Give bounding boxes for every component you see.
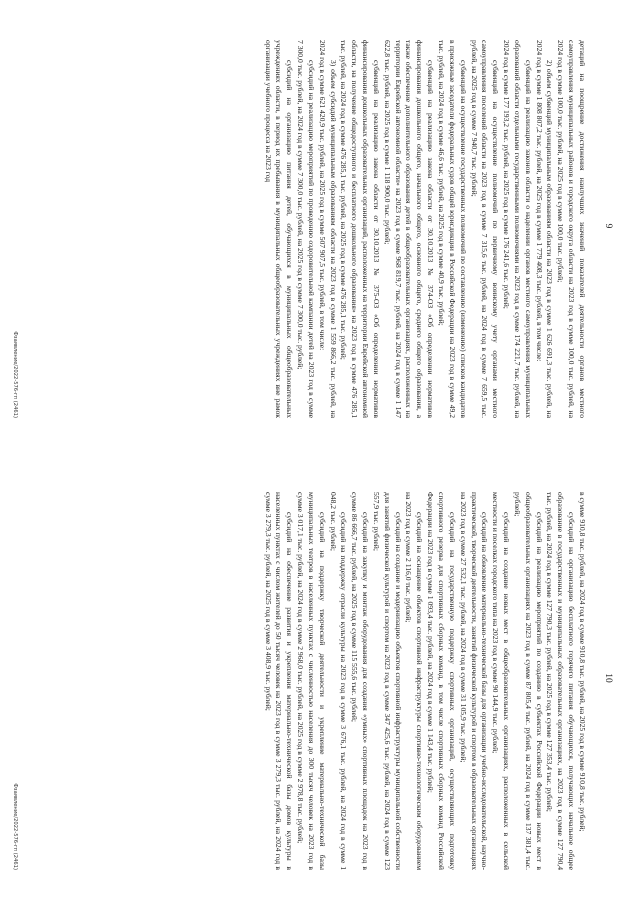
page-number: 9	[603, 223, 613, 229]
paragraph: субсидий на создание новых мест в общеобразовательных организациях, расположенных в сельской местности и поселках городского типа на 2023 год в сумме 90 144,9 тыс. рублей;	[491, 492, 512, 870]
page-right	[0, 452, 639, 904]
paragraph: субвенций на реализацию законов области о наделении органов местного самоуправления муниципальных образований области отдельными государственными полномочиями на 2023 год в сумме 174 221,7 тыс. рублей, на 2024 год в сумме 177 193,2 тыс. рублей, на 2025 год в сумме 176 241,6 тыс. рублей;	[502, 40, 533, 418]
paragraph: субвенций на реализацию закона области от 30.10.2013 № 374-ОЗ «Об определении нормативов финансирования дошкольного общего, начального общего, основного общего, среднего общего образования, а также обеспечение дополнительного образования детей в общеобразовательных организациях, расположенных на территории Еврейской автономной области» на 2023 год в сумме 968 819,7 тыс. рублей, на 2024 год в сумме 1 147 622,8 тыс. рублей, на 2025 год в сумме 1 118 900,0 тыс. рублей;	[382, 40, 436, 418]
paragraph: субсидий на организацию бесплатного горячего питания обучающихся, получающих начальное общее образование в государственных и муниципальных образовательных организациях, на 2023 год в сумме 127 790,4 тыс. рублей, на 2024 год в сумме 127 790,3 тыс. рублей, на 2025 год в сумме 127 353,4 тыс. рублей;	[545, 492, 577, 870]
page-text	[262, 40, 587, 418]
paragraph: субсидий на реализацию мероприятий по проведению оздоровительной кампании детей на 2023 год в сумме 7 300,0 тыс. рублей, на 2024 год в сумме 7 300,0 тыс. рублей, на 2025 год в сумме 7 300,0 тыс. рублей;	[296, 40, 316, 418]
paragraph: субсидий на поддержку творческой деятельности и укрепление материально-технической базы муниципальных театров в населенных пунктах с численностью населения до 300 тысяч человек на 2023 год в сумме 3 017,1 тыс. рублей, на 2024 год в сумме 2 968,0 тыс. рублей, на 2025 год в сумме 2 978,8 тыс. рублей;	[296, 492, 327, 870]
page-text	[262, 492, 587, 870]
paragraph: субсидий на реализацию мероприятий по созданию в субъектах Российской Федерации новых мест в общеобразовательных организациях на 2023 год в сумме 87 805,4 тыс. рублей, на 2024 год в сумме 137 381,4 тыс. рублей;	[512, 492, 544, 870]
paragraph: субвенций на осуществление полномочий по первичному воинскому учету органами местного самоуправления поселений области на 2023 год в сумме 7 315,6 тыс. рублей, на 2024 год в сумме 7 659,5 тыс. рублей, на 2025 год в сумме 7 940,7 тыс. рублей;	[469, 40, 501, 418]
paragraph: субсидий на обеспечение развития и укрепления материально-технической базы домов культуры в населенных пунктах с числом жителей до 50 тысяч человек на 2023 год в сумме 3 279,3 тыс. рублей, на 2024 год в сумме 3 279,3 тыс. рублей, на 2025 год в сумме 3 408,9 тыс. рублей;	[263, 492, 295, 870]
page-footer: Фзаявление/2022-576-гп (2461)	[12, 331, 18, 418]
paragraph: субсидий на организацию питания детей, обучающихся в муниципальных общеобразовательных учреждениях области, в период их пребывания в муниципальных общеобразовательных учреждениях вне рамок организации учебного процесса на 2023 год	[263, 40, 295, 418]
paragraph: субвенций на реализацию закона области от 30.10.2013 № 375-ОЗ «Об определении нормативов финансирования дошкольных образовательных организаций, расположенных на территории Еврейской автономной области, на получение общедоступного и бесплатного дошкольного образования» на 2023 год в сумме 476 285,1 тыс. рублей, на 2024 год в сумме 476 285,1 тыс. рублей, на 2025 год в сумме 476 285,1 тыс. рублей;	[339, 40, 381, 418]
paragraph: субсидий на государственную поддержку спортивных организаций, осуществляющих подготовку спортивного резерва для спортивных сборных команд, в том числе спортивных сборных команд Российской Федерации на 2023 год в сумме 1 093,4 тыс. рублей, на 2024 год в сумме 1 143,4 тыс. рублей;	[426, 492, 457, 870]
paragraph: субвенций на осуществление государственных полномочий по составлению (изменению) списков кандидатов в присяжные заседатели федеральных судов общей юрисдикции в Российской Федерации на 2023 год в сумме 49,2 тыс. рублей, на 2024 год в сумме 46,6 тыс. рублей, на 2025 год в сумме 40,9 тыс. рублей;	[437, 40, 468, 418]
paragraph: детаций на поощрение достижения наилучших значений показателей деятельности органов местного самоуправления муниципальных районов и городского округа области на 2023 год в сумме 100,0 тыс. рублей, на 2024 год в сумме 100,0 тыс. рублей, на 2025 год в сумме 100,0 тыс. рублей;	[556, 40, 587, 418]
paragraph: субсидий на закупку и монтаж оборудования для создания «умных» спортивных площадок на 2023 год в сумме 86 666,7 тыс. рублей, на 2025 год в сумме 115 555,6 тыс. рублей;	[350, 492, 371, 870]
paragraph: субсидий на оснащение объектов спортивной инфраструктуры спортивно-технологическим оборудованием на 2023 год в сумме 2 116,0 тыс. рублей;	[404, 492, 425, 870]
paragraph: субсидий на обновление материально-технической базы для организации учебно-исследовательской, научно-практической, творческой деятельности, занятий физической культурой и спортом в образовательных организациях на 2023 год в сумме 27 532,1 тыс. рублей, на 2024 год в сумме 31 105,9 тыс. рублей;	[458, 492, 490, 870]
paragraph: субсидий на создание и модернизацию объектов спортивной инфраструктуры муниципальной собственности для занятий физической культурой и спортом на 2023 год в сумме 347 425,6 тыс. рублей, на 2024 год в сумме 123 557,9 тыс. рублей;	[371, 492, 403, 870]
paragraph: 3) объем субсидий муниципальным образованиям области на 2023 год в сумме 1 559 866,2 тыс. рублей, на 2024 год в сумме 621 420,9 тыс. рублей, на 2025 год в сумме 507 907,5 тыс. рублей, в том числе:	[317, 40, 338, 418]
page-number: 10	[603, 673, 613, 683]
paragraph: 2) объем субвенций муниципальным образованиям области на 2023 год в сумме 1 626 691,3 тыс. рублей, на 2024 год в сумме 1 808 807,2 тыс. рублей, на 2025 год в сумме 1 779 408,3 тыс. рублей, в том числе:	[534, 40, 555, 418]
page-footer: Фзаявление/2022-576-гп (2461)	[12, 783, 18, 870]
paragraph: субсидий на поддержку отрасли культуры на 2023 год в сумме 3 676,1 тыс. рублей, на 2024 год в сумме 1 048,2 тыс. рублей;	[328, 492, 349, 870]
paragraph: в сумме 910,8 тыс. рублей, на 2024 год в сумме 910,8 тыс. рублей, на 2025 год в сумме 910,8 тыс. рублей;	[578, 492, 587, 832]
